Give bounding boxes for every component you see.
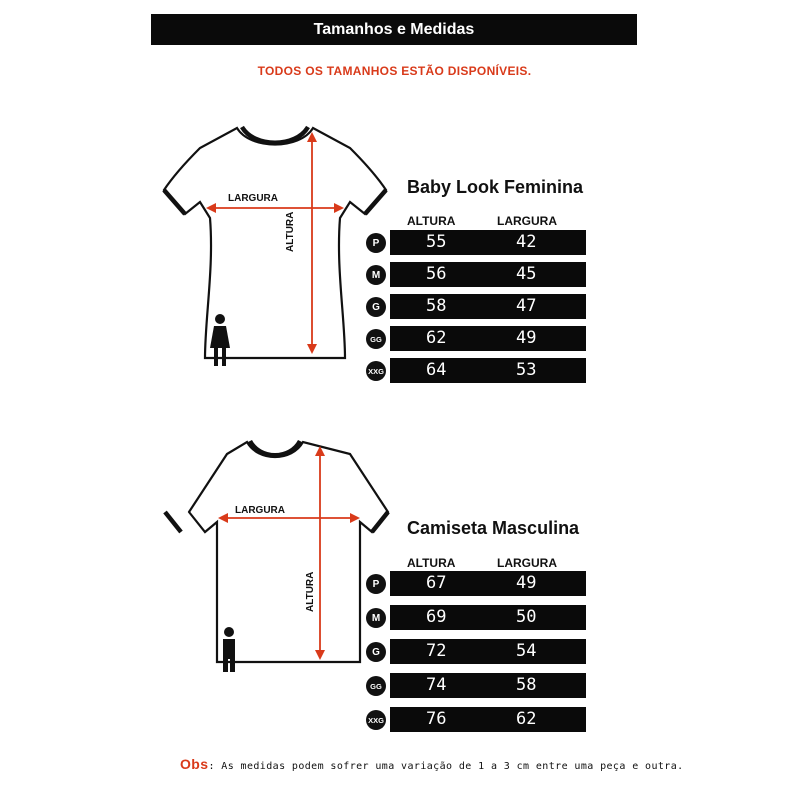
- size-badge-m: M: [366, 608, 386, 628]
- babylook-width-label: LARGURA: [228, 193, 278, 204]
- size-row-gg: [390, 326, 586, 351]
- masculina-width-label: LARGURA: [235, 505, 285, 516]
- size-badge-m: M: [366, 265, 386, 285]
- size-row-xxg: [390, 707, 586, 732]
- babylook-col-altura: ALTURA: [407, 214, 456, 228]
- largura-value: 62: [516, 709, 537, 729]
- page-header: [151, 14, 637, 45]
- size-badge-g: G: [366, 297, 386, 317]
- obs-label: Obs: [180, 756, 209, 772]
- altura-value: 74: [426, 675, 447, 695]
- size-badge-p: P: [366, 574, 386, 594]
- size-badge-gg: GG: [366, 329, 386, 349]
- largura-value: 58: [516, 675, 537, 695]
- altura-value: 58: [426, 296, 447, 316]
- size-row-g: [390, 294, 586, 319]
- babylook-col-largura: LARGURA: [497, 214, 557, 228]
- size-badge-xxg: XXG: [366, 361, 386, 381]
- altura-value: 72: [426, 641, 447, 661]
- availability-note: TODOS OS TAMANHOS ESTÃO DISPONÍVEIS.: [257, 64, 532, 78]
- masculina-col-altura: ALTURA: [407, 556, 456, 570]
- babylook-height-label: ALTURA: [285, 211, 296, 252]
- size-badge-gg: GG: [366, 676, 386, 696]
- largura-value: 49: [516, 328, 537, 348]
- size-row-g: [390, 639, 586, 664]
- babylook-title: Baby Look Feminina: [407, 177, 584, 197]
- male-figure-icon: [223, 627, 235, 672]
- size-row-gg: [390, 673, 586, 698]
- observation-note: [180, 756, 684, 772]
- size-row-p: [390, 571, 586, 596]
- largura-value: 50: [516, 607, 537, 627]
- largura-value: 49: [516, 573, 537, 593]
- size-badge-g: G: [366, 642, 386, 662]
- size-row-xxg: [390, 358, 586, 383]
- largura-value: 53: [516, 360, 537, 380]
- masculina-title: Camiseta Masculina: [407, 518, 580, 538]
- altura-value: 62: [426, 328, 447, 348]
- altura-value: 55: [426, 232, 447, 252]
- masculina-shirt-diagram: [150, 432, 400, 672]
- altura-value: 56: [426, 264, 447, 284]
- altura-value: 67: [426, 573, 447, 593]
- size-row-m: [390, 262, 586, 287]
- size-row-p: [390, 230, 586, 255]
- largura-value: 42: [516, 232, 537, 252]
- masculina-height-label: ALTURA: [305, 571, 316, 612]
- largura-value: 54: [516, 641, 537, 661]
- size-row-m: [390, 605, 586, 630]
- size-badge-p: P: [366, 233, 386, 253]
- altura-value: 64: [426, 360, 447, 380]
- size-badge-xxg: XXG: [366, 710, 386, 730]
- page-title: Tamanhos e Medidas: [313, 20, 475, 38]
- babylook-shirt-diagram: [150, 118, 400, 378]
- obs-text: : As medidas podem sofrer uma variação de 1 a 3 cm entre uma peça e outra.: [208, 761, 684, 772]
- altura-value: 76: [426, 709, 447, 729]
- largura-value: 47: [516, 296, 537, 316]
- largura-value: 45: [516, 264, 537, 284]
- masculina-col-largura: LARGURA: [497, 556, 557, 570]
- altura-value: 69: [426, 607, 447, 627]
